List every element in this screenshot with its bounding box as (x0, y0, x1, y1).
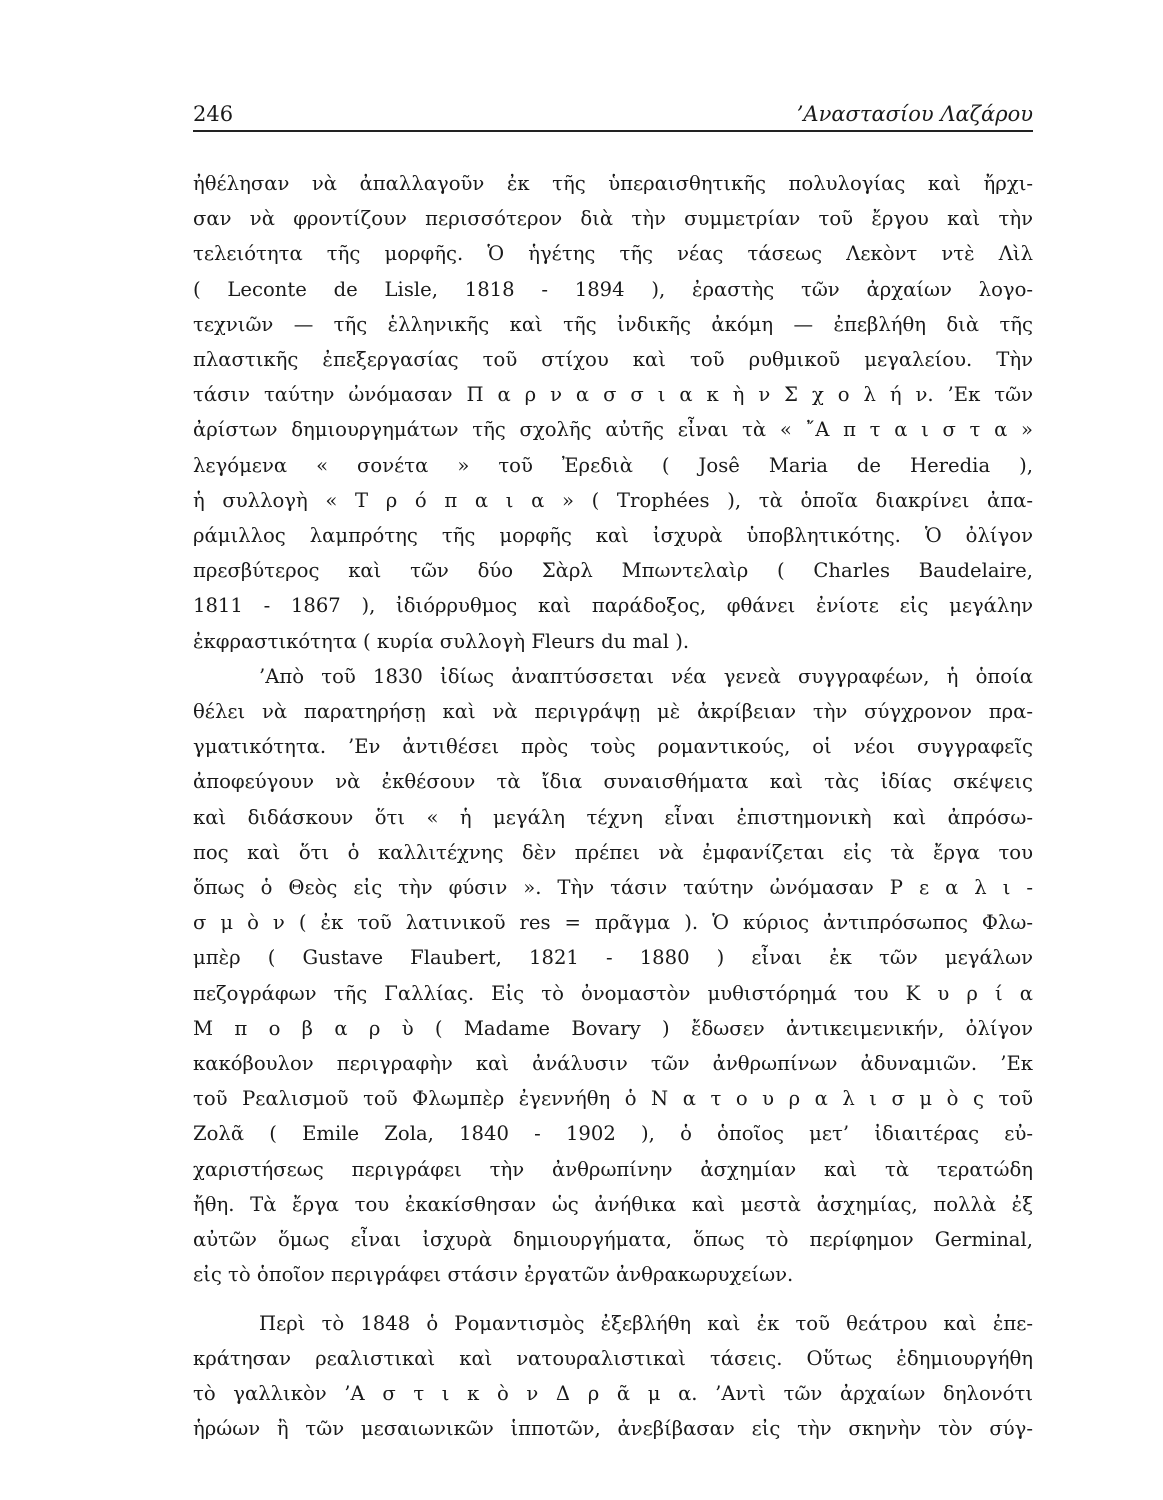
text-line: ὅπως ὁ Θεὸς εἰς τὴν φύσιν ». Τὴν τάσιν ταύτην ὠνόμασαν Ρ ε α λ ι - (193, 876, 1033, 900)
text-line: λεγόμενα « σονέτα » τοῦ Ἐρεδιὰ ( Josê Maria de Heredia ), (193, 453, 1033, 477)
text-line: πρεσβύτερος καὶ τῶν δύο Σὰρλ Μπωντελαὶρ ( Charles Baudelaire, (193, 559, 1033, 583)
text-line: κράτησαν ρεαλιστικαὶ καὶ νατουραλιστικαὶ τάσεις. Οὕτως ἐδημιουργήθη (193, 1346, 1033, 1370)
text-line: ἡ συλλογὴ « Τ ρ ό π α ι α » ( Trophées ), τὰ ὁποῖα διακρίνει ἀπα- (193, 488, 1033, 512)
text-line: τάσιν ταύτην ὠνόμασαν Π α ρ ν α σ σ ι α κ ὴ ν Σ χ ο λ ή ν. ’Εκ τῶν (193, 383, 1033, 407)
text-line: αὐτῶν ὅμως εἶναι ἰσχυρὰ δημιουργήματα, ὅπως τὸ περίφημον Germinal, (193, 1228, 1033, 1252)
text-line: γματικότητα. ’Εν ἀντιθέσει πρὸς τοὺς ρομαντικούς, οἱ νέοι συγγραφεῖς (193, 735, 1033, 759)
text-line: τεχνιῶν — τῆς ἑλληνικῆς καὶ τῆς ἰνδικῆς ἀκόμη — ἐπεβλήθη διὰ τῆς (193, 312, 1033, 336)
text-line: πος καὶ ὅτι ὁ καλλιτέχνης δὲν πρέπει νὰ ἐμφανίζεται εἰς τὰ ἔργα του (193, 840, 1033, 864)
text-line: μπὲρ ( Gustave Flaubert, 1821 - 1880 ) εἶναι ἐκ τῶν μεγάλων (193, 946, 1033, 970)
text-line: ἡρώων ἢ τῶν μεσαιωνικῶν ἱπποτῶν, ἀνεβίβασαν εἰς τὴν σκηνὴν τὸν σύγ- (193, 1417, 1033, 1441)
running-title: ’Αναστασίου Λαζάρου (796, 102, 1033, 126)
text-line: ’Απὸ τοῦ 1830 ἰδίως ἀναπτύσσεται νέα γενεὰ συγγραφέων, ἡ ὁποία (259, 664, 1033, 688)
text-line: Μ π ο β α ρ ὺ ( Madame Bovary ) ἔδωσεν ἀντικειμενικήν, ὀλίγον (193, 1016, 1033, 1040)
text-line: τελειότητα τῆς μορφῆς. Ὁ ἡγέτης τῆς νέας τάσεως Λεκὸντ ντὲ Λὶλ (193, 242, 1033, 266)
text-line: πλαστικῆς ἐπεξεργασίας τοῦ στίχου καὶ τοῦ ρυθμικοῦ μεγαλείου. Τὴν (193, 348, 1033, 372)
text-line: ἠθέλησαν νὰ ἀπαλλαγοῦν ἐκ τῆς ὑπεραισθητικῆς πολυλογίας καὶ ἤρχι- (193, 172, 1033, 195)
text-line: τοῦ Ρεαλισμοῦ τοῦ Φλωμπὲρ ἐγεννήθη ὁ Ν α τ ο υ ρ α λ ι σ μ ὸ ς τοῦ (193, 1087, 1033, 1111)
text-line: πεζογράφων τῆς Γαλλίας. Εἰς τὸ ὀνομαστὸν μυθιστόρημά του Κ υ ρ ί α (193, 981, 1033, 1005)
paragraph-2 (193, 659, 1033, 1293)
text-line: σαν νὰ φροντίζουν περισσότερον διὰ τὴν συμμετρίαν τοῦ ἔργου καὶ τὴν (193, 207, 1033, 231)
text-line: καὶ διδάσκουν ὅτι « ἡ μεγάλη τέχνη εἶναι ἐπιστημονικὴ καὶ ἀπρόσω- (193, 805, 1033, 829)
paragraph-3 (193, 1306, 1033, 1447)
text-line: θέλει νὰ παρατηρήσῃ καὶ νὰ περιγράψῃ μὲ ἀκρίβειαν τὴν σύγχρονον πρα- (193, 700, 1033, 724)
text-line: κακόβουλον περιγραφὴν καὶ ἀνάλυσιν τῶν ἀνθρωπίνων ἀδυναμιῶν. ’Εκ (193, 1052, 1033, 1076)
text-line: Περὶ τὸ 1848 ὁ Ρομαντισμὸς ἐξεβλήθη καὶ ἐκ τοῦ θεάτρου καὶ ἐπε- (259, 1311, 1033, 1335)
paragraph-1 (193, 166, 1033, 659)
paragraph-gap (193, 1293, 1033, 1306)
text-line: χαριστήσεως περιγράφει τὴν ἀνθρωπίνην ἀσχημίαν καὶ τὰ τερατώδη (193, 1157, 1033, 1181)
text-line: ( Leconte de Lisle, 1818 - 1894 ), ἐραστὴς τῶν ἀρχαίων λογο- (193, 277, 1033, 301)
page-header (193, 100, 1033, 132)
text-line: ἀποφεύγουν νὰ ἐκθέσουν τὰ ἴδια συναισθήματα καὶ τὰς ἰδίας σκέψεις (193, 770, 1033, 794)
text-line: ράμιλλος λαμπρότης τῆς μορφῆς καὶ ἰσχυρὰ ὑποβλητικότης. Ὁ ὀλίγον (193, 524, 1033, 548)
text-line: Ζολᾶ ( Emile Zola, 1840 - 1902 ), ὁ ὁποῖος μετ’ ἰδιαιτέρας εὐ- (193, 1122, 1033, 1146)
text-line: ἤθη. Τὰ ἔργα του ἐκακίσθησαν ὡς ἀνήθικα καὶ μεστὰ ἀσχημίας, πολλὰ ἐξ (193, 1192, 1033, 1216)
text-line: ἐκφραστικότητα ( κυρία συλλογὴ Fleurs du mal ). (193, 629, 690, 653)
page-number: 246 (193, 102, 234, 126)
text-line: εἰς τὸ ὁποῖον περιγράφει στάσιν ἐργατῶν ἀνθρακωρυχείων. (193, 1263, 794, 1287)
text-line: σ μ ὸ ν ( ἐκ τοῦ λατινικοῦ res = πρᾶγμα ). Ὁ κύριος ἀντιπρόσωπος Φλω- (193, 911, 1033, 935)
text-line: 1811 - 1867 ), ἰδιόρρυθμος καὶ παράδοξος, φθάνει ἐνίοτε εἰς μεγάλην (193, 594, 1033, 618)
page-body (193, 166, 1033, 1446)
text-line: ἀρίστων δημιουργημάτων τῆς σχολῆς αὐτῆς εἶναι τὰ « ῎Α π τ α ι σ τ α » (193, 418, 1033, 442)
text-line: τὸ γαλλικὸν ’Α σ τ ι κ ὸ ν Δ ρ ᾶ μ α. ’Αντὶ τῶν ἀρχαίων δηλονότι (193, 1381, 1033, 1405)
